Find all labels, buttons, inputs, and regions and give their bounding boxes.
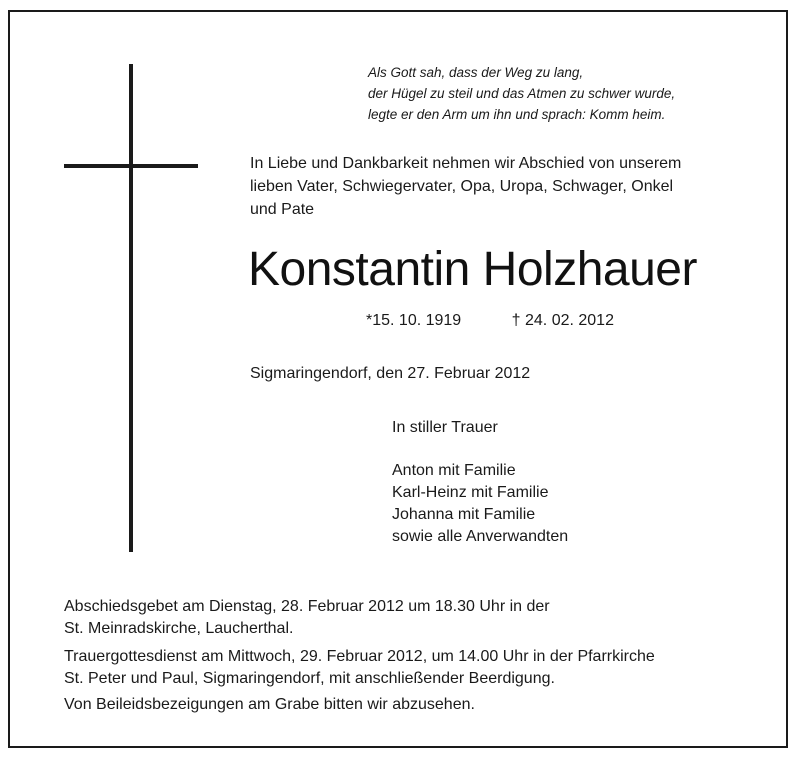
intro-text (250, 152, 750, 221)
deceased-name: Konstantin Holzhauer (248, 243, 697, 296)
poem-line: legte er den Arm um ihn und sprach: Komm heim. (368, 107, 666, 122)
service-line: Trauergottesdienst am Mittwoch, 29. Februar 2012, um 14.00 Uhr in der Pfarrkirche (64, 648, 655, 665)
mourner-name: Johanna mit Familie (392, 506, 536, 523)
mourners-heading: In stiller Trauer (392, 419, 498, 436)
cross-icon (129, 64, 133, 552)
mourner-name: Karl-Heinz mit Familie (392, 484, 549, 501)
notices (64, 592, 764, 720)
cross-icon-bar (64, 164, 198, 168)
condolence-line: Von Beileidsbezeigungen am Grabe bitten wir abzusehen. (64, 696, 475, 713)
life-dates (366, 310, 614, 332)
death-date: † 24. 02. 2012 (511, 312, 614, 329)
mourners (392, 417, 568, 548)
prayer-line: Abschiedsgebet am Dienstag, 28. Februar 2012 um 18.30 Uhr in der (64, 598, 550, 615)
birth-date: *15. 10. 1919 (366, 312, 462, 329)
intro-line: lieben Vater, Schwiegervater, Opa, Uropa, Schwager, Onkel (250, 178, 674, 195)
place-and-date: Sigmaringendorf, den 27. Februar 2012 (250, 365, 531, 382)
service-line: St. Peter und Paul, Sigmaringendorf, mit anschließender Beerdigung. (64, 670, 555, 687)
prayer-line: St. Meinradskirche, Laucherthal. (64, 620, 294, 637)
intro-line: In Liebe und Dankbarkeit nehmen wir Abschied von unserem (250, 155, 682, 172)
intro-line: und Pate (250, 201, 315, 218)
poem-line: der Hügel zu steil und das Atmen zu schwer wurde, (368, 86, 676, 101)
mourner-name: sowie alle Anverwandten (392, 528, 569, 545)
poem-line: Als Gott sah, dass der Weg zu lang, (368, 65, 584, 80)
mourner-name: Anton mit Familie (392, 462, 516, 479)
poem (368, 62, 748, 125)
